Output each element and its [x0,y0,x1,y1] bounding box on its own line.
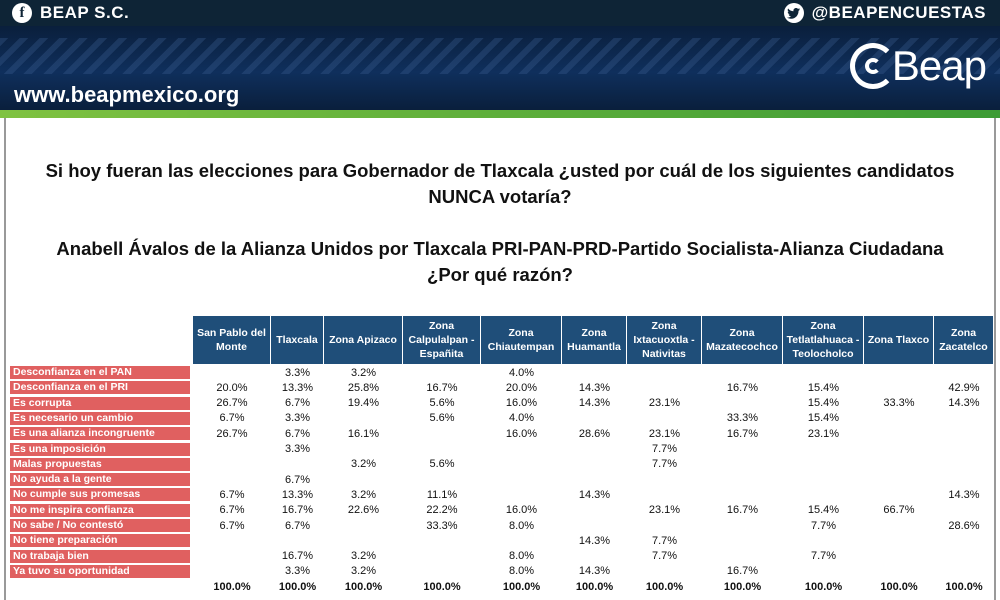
table-cell: 14.3% [578,534,611,547]
table-cell: 25.8% [347,381,380,394]
total-cell: 100.0% [502,581,541,594]
table-cell: 16.7% [726,427,759,440]
table-cell: 13.3% [281,381,314,394]
total-cell: 100.0% [575,581,614,594]
row-label: No me inspira confianza [10,504,190,517]
table-cell: 22.6% [347,504,380,517]
table-cell: 28.6% [578,427,611,440]
table-cell: 33.3% [726,412,759,425]
table-cell: 6.7% [219,488,245,501]
table-cell: 11.1% [426,488,458,501]
table-cell: 13.3% [281,488,314,501]
table-cell: 8.0% [508,550,535,563]
table-cell: 14.3% [578,488,611,501]
table-cell: 7.7% [651,534,678,547]
row-label: Es necesario un cambio [10,412,190,425]
table-cell: 15.4% [807,397,840,410]
table-cell: 3.3% [284,366,311,379]
website-link[interactable]: www.beapmexico.org [14,82,240,107]
facebook-name: BEAP S.C. [40,3,130,22]
table-cell: 7.7% [651,550,678,563]
table-cell: 14.3% [578,381,611,394]
table-cell: 15.4% [807,381,840,394]
table-cell: 23.1% [648,504,681,517]
row-label: No tiene preparación [10,534,190,547]
table-cell: 19.4% [347,397,380,410]
table-cell: 16.0% [505,427,538,440]
row-label: Desconfianza en el PRI [10,381,190,394]
table-cell: 7.7% [810,550,837,563]
column-header: Zona Apizaco [324,316,403,364]
table-cell: 3.2% [350,458,377,471]
facebook-icon: f [12,3,32,23]
twitter-handle: @BEAPENCUESTAS [811,3,986,22]
question-2: Anabell Ávalos de la Alianza Unidos por Tlaxcala PRI-PAN-PRD-Partido Socialista-Alianza Ciudadana ¿Por qué razón? [56,238,944,285]
column-header: Zona Huamantla [562,316,627,364]
table-cell: 8.0% [508,519,535,532]
table-cell: 16.7% [726,381,759,394]
table-cell: 14.3% [948,397,980,410]
table-cell: 33.3% [883,397,915,410]
table-cell: 14.3% [578,397,611,410]
table-cell: 16.7% [726,504,759,517]
table-cell: 15.4% [807,412,840,425]
total-cell: 100.0% [945,581,983,594]
total-cell: 100.0% [213,581,251,594]
table-cell: 42.9% [948,381,980,394]
twitter-link[interactable] [784,3,986,23]
question-1: Si hoy fueran las elecciones para Gobernador de Tlaxcala ¿usted por cuál de los siguientes candidatos NUNCA votaría? [45,160,955,207]
total-cell: 100.0% [278,581,317,594]
table-cell: 20.0% [505,381,538,394]
total-cell: 100.0% [344,581,383,594]
row-label: No cumple sus promesas [10,488,190,501]
green-divider [0,110,1000,118]
table-cell: 3.3% [284,412,311,425]
row-label: No sabe / No contestó [10,519,190,532]
table-cell: 26.7% [216,427,248,440]
column-header: Zona Mazatecochco [702,316,783,364]
table-cell: 6.7% [284,519,311,532]
table-cell: 23.1% [648,427,681,440]
table-cell: 7.7% [810,519,837,532]
column-header: Zona Tetlatlahuaca - Teolocholco [783,316,864,364]
total-cell: 100.0% [880,581,918,594]
row-label: Es una alianza incongruente [10,427,190,440]
table-cell: 6.7% [284,397,311,410]
table-cell: 5.6% [429,458,455,471]
total-cell: 100.0% [423,581,461,594]
column-header: Zona Calpulalpan - Españita [403,316,481,364]
facebook-link[interactable] [12,3,129,23]
table-cell: 7.7% [651,443,678,455]
row-label: Desconfianza en el PAN [10,366,190,379]
table-cell: 16.1% [347,427,380,440]
table-cell: 16.7% [281,550,314,563]
table-cell: 33.3% [426,519,458,532]
row-label: No trabaja bien [10,550,190,563]
header-banner [0,26,1000,110]
column-header: Zona Zacatelco [934,316,994,364]
table-cell: 6.7% [284,427,311,440]
table-cell: 6.7% [284,473,311,486]
total-cell: 100.0% [804,581,843,594]
table-cell: 16.0% [505,397,538,410]
twitter-icon [784,3,804,23]
row-label: Es corrupta [10,397,190,410]
table-cell: 22.2% [426,504,458,517]
beap-logo-icon [850,43,896,89]
column-header: Zona Chiautempan [481,316,562,364]
table-cell: 16.0% [505,504,538,517]
table-cell: 8.0% [508,565,535,578]
top-social-bar [0,0,1000,26]
column-header: San Pablo del Monte [193,316,271,364]
table-cell: 14.3% [948,488,980,501]
table-cell: 23.1% [807,427,840,440]
table-cell: 3.2% [350,550,377,563]
table-cell: 4.0% [508,412,535,425]
column-header: Zona Tlaxco [864,316,934,364]
table-cell: 5.6% [429,412,455,425]
table-cell: 16.7% [426,381,458,394]
column-header: Zona Ixtacuoxtla - Nativitas [627,316,702,364]
table-cell: 3.2% [350,565,377,578]
table-cell: 3.2% [350,488,377,501]
table-cell: 23.1% [648,397,681,410]
table-cell: 16.7% [281,504,314,517]
table-cell: 6.7% [219,412,245,425]
beap-logo-text: Beap [891,42,986,89]
total-cell: 100.0% [645,581,684,594]
table-cell: 3.2% [350,366,377,379]
row-label: Ya tuvo su oportunidad [10,565,190,578]
table-cell: 6.7% [219,519,245,532]
beap-logo [850,42,986,90]
table-cell: 20.0% [216,381,248,394]
table-cell: 15.4% [807,504,840,517]
table-cell: 6.7% [219,504,245,517]
table-cell: 28.6% [948,519,980,532]
table-cell: 14.3% [578,565,611,578]
row-label: No ayuda a la gente [10,473,190,486]
column-header: Tlaxcala [271,316,324,364]
table-cell: 66.7% [883,504,915,517]
table-cell: 3.3% [284,565,311,578]
row-label: Es una imposición [10,443,190,456]
table-cell: 7.7% [651,458,678,471]
row-label: Malas propuestas [10,458,190,471]
table-cell: 26.7% [216,397,248,410]
table-cell: 5.6% [429,397,455,410]
table-cell: 4.0% [508,366,535,379]
total-cell: 100.0% [723,581,762,594]
table-cell: 16.7% [726,565,759,578]
table-cell: 3.3% [284,443,311,455]
